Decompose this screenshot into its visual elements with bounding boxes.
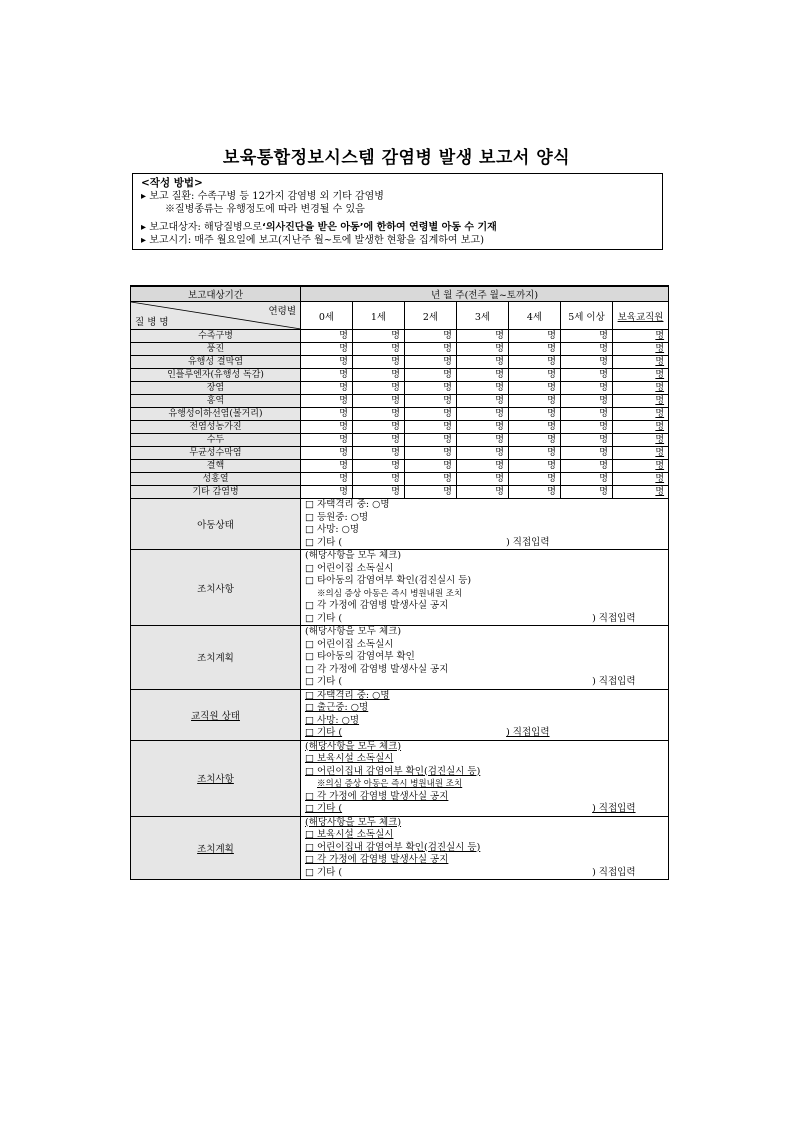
unit-label: 명 [339,422,348,432]
staff-count-cell[interactable] [613,395,669,408]
corner-cell [131,302,301,330]
unit-label: 명 [547,461,556,471]
disease-name: 결핵 [131,460,301,473]
disease-row [131,369,669,382]
period-row [131,286,669,302]
section-label: 교직원 상태 [131,689,301,740]
age-count-cell[interactable] [457,486,509,499]
age-count-cell[interactable] [561,447,613,460]
disease-name: 유행성 결막염 [131,356,301,369]
age-count-cell[interactable] [509,369,561,382]
other-prefix: □ 기타 ( [305,866,343,878]
other-suffix: ) 직접입력 [506,727,550,738]
age-count-cell[interactable] [509,408,561,421]
unit-label: 명 [391,409,400,419]
checkbox-option[interactable]: □ 각 가정에 감염병 발생사실 공지 [305,790,449,802]
unit-label: 명 [495,487,504,497]
document-title: 보육통합정보시스템 감염병 발생 보고서 양식 [222,148,571,168]
unit-label: 명 [547,422,556,432]
age-count-cell[interactable] [405,434,457,447]
unit-label: 명 [655,396,665,406]
checkbox-option[interactable]: □ 어린이집내 감염여부 확인(검진실시 등) [305,841,481,853]
column-header: 0세 [301,302,353,330]
unit-label: 명 [655,435,665,445]
unit-label: 명 [495,435,504,445]
corner-disease-label: 질 병 명 [135,317,169,328]
checkbox-option[interactable]: □ 출근중: ○명 [305,702,369,713]
age-count-cell[interactable] [457,343,509,356]
age-count-cell[interactable] [457,473,509,486]
unit-label: 명 [599,461,608,471]
age-count-cell[interactable] [353,343,405,356]
other-prefix: □ 기타 ( [305,803,343,814]
staff-status-section [131,689,669,740]
checkbox-option[interactable]: □ 어린이집 소독실시 [305,638,394,650]
unit-label: 명 [547,357,556,367]
checkbox-option[interactable]: □ 각 가정에 감염병 발생사실 공지 [305,600,449,611]
other-prefix: □ 기타 ( [305,727,343,738]
unit-label: 명 [495,383,504,393]
unit-label: 명 [547,344,556,354]
age-count-cell[interactable] [405,356,457,369]
section-hint: (해당사항을 모두 체크) [305,626,402,637]
staff-count-cell[interactable] [613,356,669,369]
staff-count-cell[interactable] [613,473,669,486]
disease-row [131,486,669,499]
section-hint: (해당사항을 모두 체크) [305,816,402,828]
other-suffix: ) 직접입력 [592,803,636,814]
unit-label: 명 [655,344,665,354]
age-count-cell[interactable] [405,369,457,382]
unit-label: 명 [391,487,400,497]
unit-label: 명 [495,344,504,354]
disease-name: 풍진 [131,343,301,356]
disease-row [131,356,669,369]
unit-label: 명 [339,435,348,445]
staff-count-cell[interactable] [613,382,669,395]
unit-label: 명 [391,357,400,367]
unit-label: 명 [599,370,608,380]
unit-label: 명 [655,370,665,380]
unit-label: 명 [599,422,608,432]
section-label: 아동상태 [131,499,301,550]
unit-label: 명 [547,435,556,445]
unit-label: 명 [547,331,556,341]
staff-count-cell[interactable] [613,486,669,499]
age-count-cell[interactable] [561,473,613,486]
disease-name: 전염성농가진 [131,421,301,434]
corner-age-label: 연령별 [268,306,296,317]
unit-label: 명 [443,344,452,354]
unit-label: 명 [547,448,556,458]
instruction-disease-note: ※질병종류는 유행정도에 따라 변경될 수 있음 [165,204,365,215]
age-count-cell[interactable] [353,421,405,434]
age-count-cell[interactable] [353,447,405,460]
checkbox-option[interactable]: □ 각 가정에 감염병 발생사실 공지 [305,854,449,865]
unit-label: 명 [391,461,400,471]
column-header: 1세 [353,302,405,330]
staff-action-section [131,740,669,816]
column-header: 2세 [405,302,457,330]
disease-row [131,408,669,421]
section-content [301,499,669,550]
period-label: 보고대상기간 [131,286,301,302]
section-label: 조치계획 [131,816,301,880]
unit-label: 명 [391,474,400,484]
unit-label: 명 [339,396,348,406]
disease-name: 수족구병 [131,330,301,343]
section-label: 조치사항 [131,740,301,816]
unit-label: 명 [547,396,556,406]
unit-label: 명 [391,383,400,393]
disease-row [131,343,669,356]
age-count-cell[interactable] [509,434,561,447]
unit-label: 명 [391,331,400,341]
disease-row [131,395,669,408]
age-count-cell[interactable] [353,395,405,408]
checkbox-option-other[interactable] [305,613,664,626]
age-count-cell[interactable] [301,356,353,369]
age-count-cell[interactable] [509,447,561,460]
age-count-cell[interactable] [405,343,457,356]
checkbox-option[interactable]: □ 등원중: ○명 [305,511,369,523]
instruction-timing: ▸ 보고시기: 매주 월요일에 보고(지난주 월~토에 발생한 현황을 집계하여 보고) [141,235,484,246]
unit-label: 명 [339,344,348,354]
age-count-cell[interactable] [561,382,613,395]
disease-name: 성홍열 [131,473,301,486]
unit-label: 명 [339,409,348,419]
age-count-cell[interactable] [353,330,405,343]
age-count-cell[interactable] [301,434,353,447]
age-count-cell[interactable] [457,434,509,447]
section-note: ※의심 증상 아동은 즉시 병원내원 조치 [317,588,463,599]
disease-name: 장염 [131,382,301,395]
unit-label: 명 [339,474,348,484]
unit-label: 명 [443,448,452,458]
checkbox-option[interactable]: □ 자택격리 중: ○명 [305,689,390,701]
unit-label: 명 [443,396,452,406]
checkbox-option-other[interactable] [305,803,664,816]
age-count-cell[interactable] [405,473,457,486]
staff-count-cell[interactable] [613,434,669,447]
age-count-cell[interactable] [405,460,457,473]
unit-label: 명 [599,383,608,393]
unit-label: 명 [443,422,452,432]
instruction-target-bold: ‘의사진단을 받은 아동’에 한하여 연령별 아동 수 기재 [262,222,497,233]
checkbox-option[interactable]: □ 어린이집 소독실시 [305,562,394,574]
disease-name: 기타 감염병 [131,486,301,499]
unit-label: 명 [655,448,665,458]
unit-label: 명 [547,474,556,484]
disease-row [131,421,669,434]
section-content [301,740,669,816]
age-count-cell[interactable] [509,356,561,369]
staff-count-cell[interactable] [613,330,669,343]
unit-label: 명 [495,422,504,432]
staff-count-cell[interactable] [613,447,669,460]
age-count-cell[interactable] [457,369,509,382]
age-count-cell[interactable] [301,408,353,421]
column-header-row [131,302,669,330]
age-count-cell[interactable] [405,395,457,408]
age-count-cell[interactable] [561,421,613,434]
staff-count-cell[interactable] [613,408,669,421]
unit-label: 명 [339,383,348,393]
disease-row [131,434,669,447]
unit-label: 명 [655,487,665,497]
age-count-cell[interactable] [509,343,561,356]
staff-plan-section [131,816,669,880]
unit-label: 명 [655,357,665,367]
age-count-cell[interactable] [457,408,509,421]
age-count-cell[interactable] [353,473,405,486]
unit-label: 명 [339,448,348,458]
checkbox-option[interactable]: □ 타아동의 감염여부 확인 [305,651,415,662]
disease-name: 수두 [131,434,301,447]
age-count-cell[interactable] [457,447,509,460]
unit-label: 명 [655,422,665,432]
unit-label: 명 [339,331,348,341]
age-count-cell[interactable] [561,434,613,447]
child-action-section [131,550,669,626]
instruction-target-prefix: ▸ 보고대상자: 해당질병으로 [141,222,263,233]
unit-label: 명 [655,331,665,341]
unit-label: 명 [599,409,608,419]
unit-label: 명 [495,396,504,406]
unit-label: 명 [547,409,556,419]
checkbox-option[interactable]: □ 사망: ○명 [305,714,360,726]
age-count-cell[interactable] [457,356,509,369]
other-suffix: ) 직접입력 [592,676,636,687]
unit-label: 명 [599,344,608,354]
age-count-cell[interactable] [509,395,561,408]
checkbox-option[interactable]: □ 자택격리 중: ○명 [305,499,390,510]
unit-label: 명 [495,409,504,419]
unit-label: 명 [339,487,348,497]
unit-label: 명 [599,396,608,406]
section-content [301,626,669,690]
other-prefix: □ 기타 ( [305,676,343,687]
other-prefix: □ 기타 ( [305,536,343,548]
disease-name: 인플루엔자(유행성 독감) [131,369,301,382]
age-count-cell[interactable] [457,395,509,408]
other-prefix: □ 기타 ( [305,612,343,624]
age-count-cell[interactable] [457,382,509,395]
unit-label: 명 [443,409,452,419]
checkbox-option-other[interactable] [305,676,664,689]
unit-label: 명 [495,331,504,341]
disease-row [131,330,669,343]
child-plan-section [131,626,669,690]
age-count-cell[interactable] [353,369,405,382]
unit-label: 명 [655,461,665,471]
age-count-cell[interactable] [353,486,405,499]
age-count-cell[interactable] [353,408,405,421]
instructions-heading: <작성 방법> [141,177,203,189]
unit-label: 명 [655,474,665,484]
unit-label: 명 [599,331,608,341]
age-count-cell[interactable] [561,395,613,408]
age-count-cell[interactable] [509,460,561,473]
unit-label: 명 [443,383,452,393]
checkbox-option-other[interactable] [305,537,664,550]
checkbox-option[interactable]: □ 사망: ○명 [305,524,360,535]
checkbox-option[interactable]: □ 보육시설 소독실시 [305,753,394,764]
column-header: 4세 [509,302,561,330]
unit-label: 명 [495,370,504,380]
age-count-cell[interactable] [353,434,405,447]
unit-label: 명 [391,344,400,354]
instruction-target [141,221,654,234]
unit-label: 명 [599,487,608,497]
disease-row [131,460,669,473]
unit-label: 명 [495,448,504,458]
age-count-cell[interactable] [509,330,561,343]
age-count-cell[interactable] [561,486,613,499]
unit-label: 명 [547,370,556,380]
age-count-cell[interactable] [405,486,457,499]
section-hint: (해당사항을 모두 체크) [305,550,402,561]
unit-label: 명 [443,435,452,445]
section-label: 조치계획 [131,626,301,690]
age-count-cell[interactable] [457,421,509,434]
disease-row [131,382,669,395]
unit-label: 명 [391,422,400,432]
unit-label: 명 [495,357,504,367]
unit-label: 명 [599,357,608,367]
section-content [301,816,669,880]
unit-label: 명 [391,396,400,406]
unit-label: 명 [599,448,608,458]
age-count-cell[interactable] [301,382,353,395]
age-count-cell[interactable] [301,369,353,382]
report-form-table [130,285,669,880]
age-count-cell[interactable] [561,356,613,369]
age-count-cell[interactable] [457,460,509,473]
checkbox-option[interactable]: □ 타아동의 감염여부 확인(검진실시 등) [305,575,472,586]
disease-name: 유행성이하선염(볼거리) [131,408,301,421]
unit-label: 명 [655,383,665,393]
instruction-disease: ▸ 보고 질환: 수족구병 등 12가지 감염병 외 기타 감염병 [141,191,384,202]
age-count-cell[interactable] [301,460,353,473]
other-suffix: ) 직접입력 [592,612,636,624]
age-count-cell[interactable] [301,343,353,356]
section-content [301,689,669,740]
disease-name: 홍역 [131,395,301,408]
unit-label: 명 [443,370,452,380]
section-label: 조치사항 [131,550,301,626]
column-header: 3세 [457,302,509,330]
unit-label: 명 [391,448,400,458]
section-note: ※의심 증상 아동은 즉시 병원내원 조치 [317,779,463,789]
other-suffix: ) 직접입력 [506,536,550,548]
staff-count-cell[interactable] [613,460,669,473]
checkbox-option[interactable]: □ 어린이집내 감염여부 확인(검진실시 등) [305,765,481,777]
instructions-box [132,173,663,250]
age-count-cell[interactable] [509,473,561,486]
child-status-section [131,499,669,550]
age-count-cell[interactable] [405,421,457,434]
checkbox-option[interactable]: □ 보육시설 소독실시 [305,829,394,840]
other-suffix: ) 직접입력 [592,866,636,878]
unit-label: 명 [339,370,348,380]
disease-row [131,473,669,486]
age-count-cell[interactable] [457,330,509,343]
disease-row [131,447,669,460]
unit-label: 명 [655,409,665,419]
staff-count-cell[interactable] [613,343,669,356]
section-hint: (해당사항을 모두 체크) [305,740,402,752]
age-count-cell[interactable] [509,486,561,499]
age-count-cell[interactable] [353,356,405,369]
disease-name: 무균성수막염 [131,447,301,460]
unit-label: 명 [339,461,348,471]
age-count-cell[interactable] [405,408,457,421]
age-count-cell[interactable] [353,460,405,473]
age-count-cell[interactable] [561,460,613,473]
unit-label: 명 [495,461,504,471]
column-header: 5세 이상 [561,302,613,330]
age-count-cell[interactable] [301,421,353,434]
age-count-cell[interactable] [301,473,353,486]
unit-label: 명 [495,474,504,484]
checkbox-option-other[interactable] [305,727,664,740]
age-count-cell[interactable] [353,382,405,395]
period-value[interactable]: 년 월 주(전주 월~토까지) [301,286,669,302]
checkbox-option-other[interactable] [305,867,664,880]
unit-label: 명 [547,383,556,393]
age-count-cell[interactable] [301,330,353,343]
age-count-cell[interactable] [405,447,457,460]
age-count-cell[interactable] [301,447,353,460]
unit-label: 명 [443,474,452,484]
staff-count-cell[interactable] [613,369,669,382]
age-count-cell[interactable] [509,421,561,434]
age-count-cell[interactable] [301,486,353,499]
age-count-cell[interactable] [509,382,561,395]
unit-label: 명 [547,487,556,497]
column-header-staff: 보육교직원 [613,302,669,330]
section-content [301,550,669,626]
age-count-cell[interactable] [561,408,613,421]
age-count-cell[interactable] [561,369,613,382]
staff-count-cell[interactable] [613,421,669,434]
unit-label: 명 [599,474,608,484]
unit-label: 명 [443,487,452,497]
unit-label: 명 [339,357,348,367]
age-count-cell[interactable] [561,330,613,343]
checkbox-option[interactable]: □ 각 가정에 감염병 발생사실 공지 [305,663,449,675]
age-count-cell[interactable] [301,395,353,408]
unit-label: 명 [443,331,452,341]
unit-label: 명 [391,435,400,445]
unit-label: 명 [599,435,608,445]
unit-label: 명 [443,461,452,471]
age-count-cell[interactable] [561,343,613,356]
unit-label: 명 [443,357,452,367]
age-count-cell[interactable] [405,382,457,395]
unit-label: 명 [391,370,400,380]
age-count-cell[interactable] [405,330,457,343]
